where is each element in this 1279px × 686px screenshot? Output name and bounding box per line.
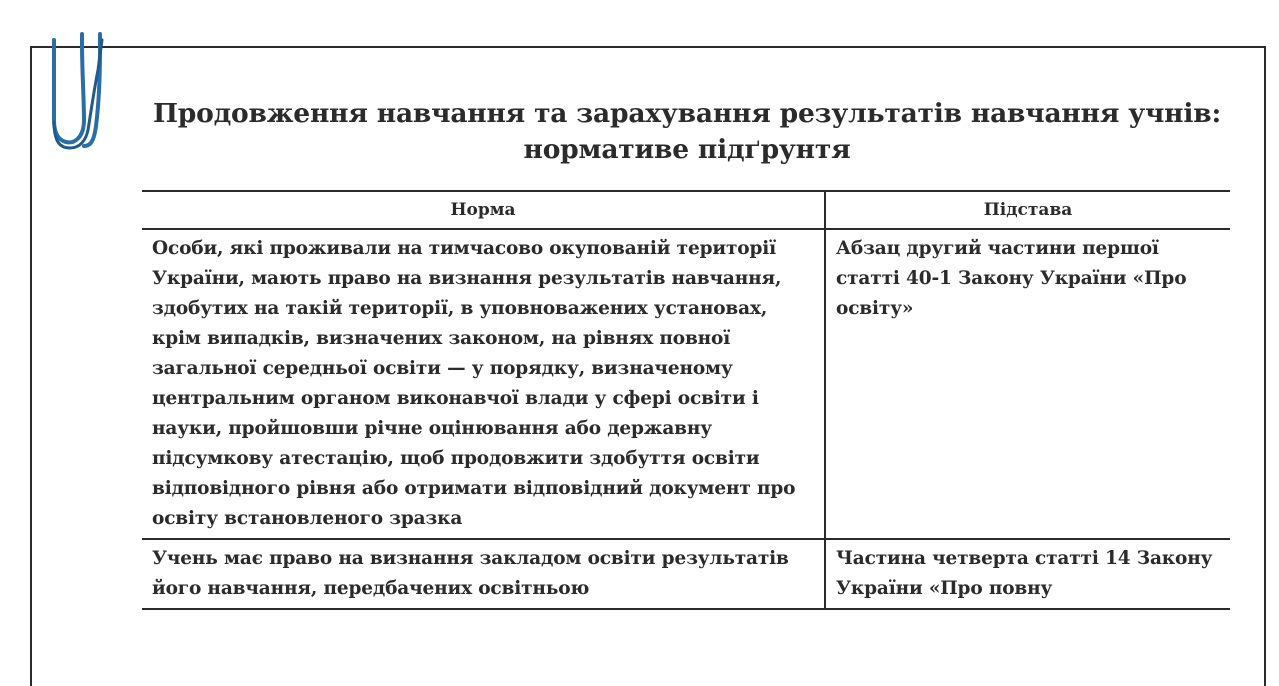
- table-row: [142, 229, 1230, 539]
- norms-table: [142, 190, 1230, 610]
- norm-cell: Особи, які проживали на тимчасово окупованій території України, мають право на визнання результатів навчання, здобутих на такій території, в уповноважених установах, крім випадків, визначених законом, на рівнях повної загальної середньої освіти — у порядку, визначеному центральним органом виконавчої влади у сфері освіти і науки, пройшовши річне оцінювання або державну підсумкову атестацію, щоб продовжити здобуття освіти відповідного рівня або отримати відповідний документ про освіту встановленого зразка: [142, 229, 825, 539]
- table-row: [142, 539, 1230, 609]
- table-header-row: [142, 191, 1230, 229]
- column-header-basis: Підстава: [825, 191, 1230, 229]
- paperclip-icon: [40, 30, 120, 160]
- title-line-1: Продовження навчання та зарахування результатів навчання учнів:: [152, 98, 1222, 129]
- norm-cell: Учень має право на визнання закладом освіти результатів його навчання, передбачених освітньою: [142, 539, 825, 609]
- basis-cell: Абзац другий частини першої статті 40-1 Закону України «Про освіту»: [825, 229, 1230, 539]
- page-title: [142, 96, 1232, 168]
- basis-cell: Частина четверта статті 14 Закону України «Про повну: [825, 539, 1230, 609]
- title-line-2: нормативе підґрунтя: [523, 134, 851, 165]
- column-header-norm: Норма: [142, 191, 825, 229]
